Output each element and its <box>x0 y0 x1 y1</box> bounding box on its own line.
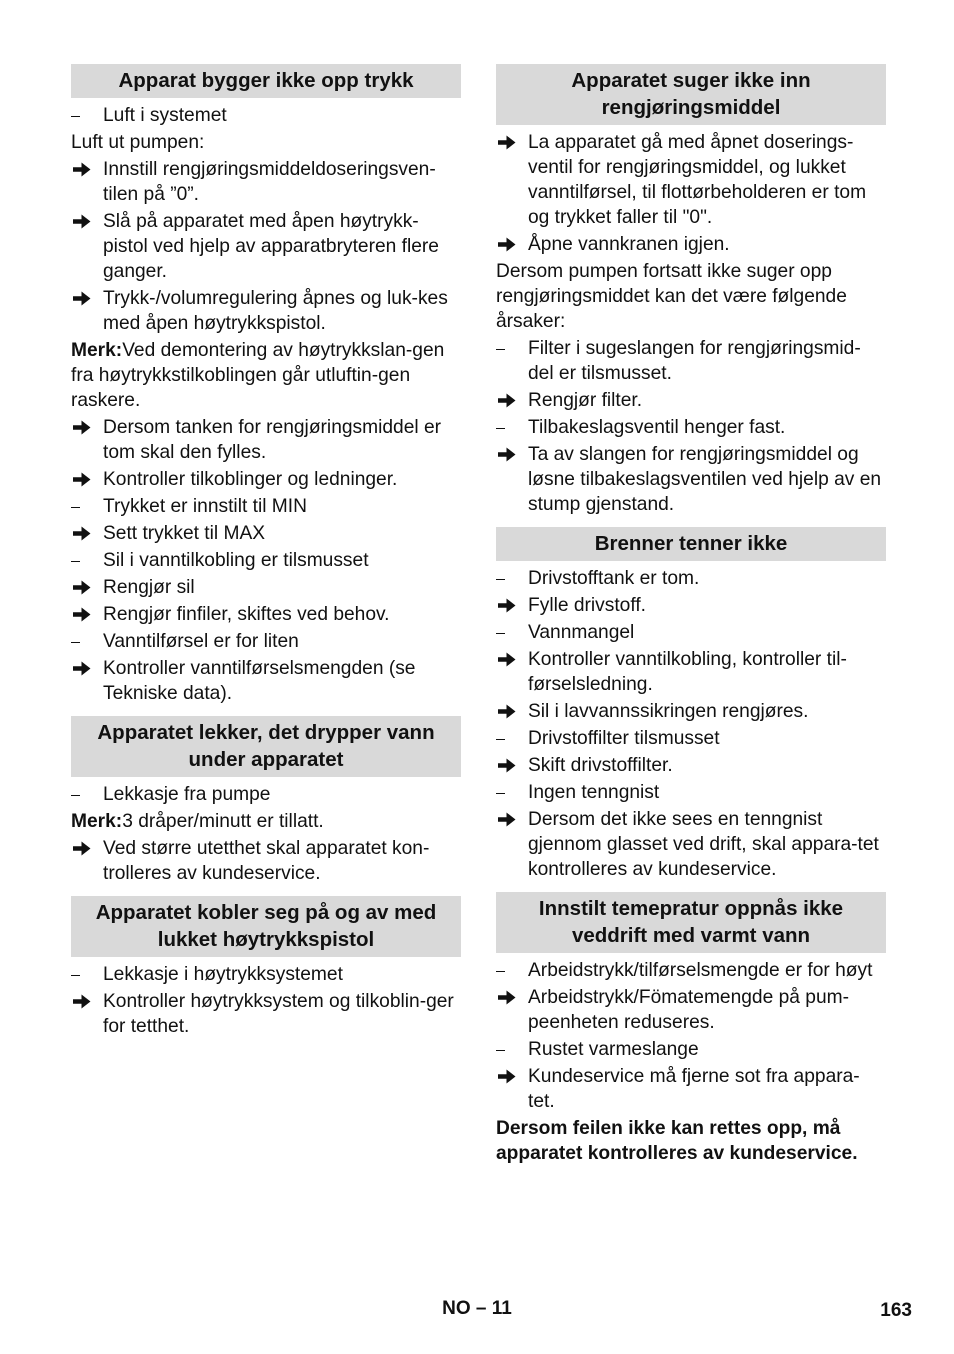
dash-bullet-icon <box>71 962 103 987</box>
arrow-right-icon <box>496 130 528 155</box>
arrow-right-icon <box>71 656 103 681</box>
item-text: Kontroller vanntilførselsmengden (se Tekniske data). <box>103 658 416 704</box>
cause-item <box>496 566 886 591</box>
item-text: Dersom tanken for rengjøringsmiddel er tom skal den fylles. <box>103 417 442 463</box>
arrow-right-icon <box>496 985 528 1010</box>
item-text: Sett trykket til MAX <box>103 523 266 544</box>
action-item <box>71 157 461 207</box>
item-text: Vanntilførsel er for liten <box>103 631 299 652</box>
item-text: Drivstoffilter tilsmusset <box>528 728 720 749</box>
action-item <box>496 807 886 882</box>
cause-item <box>496 780 886 805</box>
item-text: Kundeservice må fjerne sot fra appara-tet. <box>528 1066 860 1112</box>
arrow-right-icon <box>496 442 528 467</box>
closing-notice: Dersom feilen ikke kan rettes opp, må apparatet kontrolleres av kundeservice. <box>496 1118 858 1164</box>
item-text: Filter i sugeslangen for rengjøringsmid-del er tilsmusset. <box>528 338 861 384</box>
action-item <box>496 593 886 618</box>
action-item <box>71 521 461 546</box>
dash-bullet-icon <box>496 780 528 805</box>
cause-item <box>496 958 886 983</box>
item-text: Arbeidstrykk/Fömatemengde på pum-peenheten reduseres. <box>528 987 849 1033</box>
arrow-right-icon <box>496 1064 528 1089</box>
note-label: Merk: <box>71 340 123 361</box>
paragraph: Luft ut pumpen: <box>71 132 205 153</box>
page-number: 163 <box>880 1300 912 1321</box>
item-text: Sil i vanntilkobling er tilsmusset <box>103 550 369 571</box>
action-item <box>496 130 886 230</box>
dash-bullet-icon <box>496 1037 528 1062</box>
action-item <box>496 647 886 697</box>
arrow-right-icon <box>496 232 528 257</box>
action-item <box>496 699 886 724</box>
section-heading: Apparat bygger ikke opp trykk <box>71 64 461 98</box>
section-heading: Apparatet kobler seg på og av med lukket høytrykkspistol <box>71 896 461 957</box>
action-item <box>496 232 886 257</box>
item-text: Lekkasje i høytrykksystemet <box>103 964 343 985</box>
dash-bullet-icon <box>71 103 103 128</box>
action-item <box>71 209 461 284</box>
arrow-right-icon <box>71 602 103 627</box>
item-text: Kontroller tilkoblinger og ledninger. <box>103 469 398 490</box>
action-item <box>496 1064 886 1114</box>
dash-bullet-icon <box>496 336 528 361</box>
note-paragraph <box>71 809 461 834</box>
item-text: Innstill rengjøringsmiddeldoseringsven-tilen på ”0”. <box>103 159 436 205</box>
item-text: Tilbakeslagsventil henger fast. <box>528 417 786 438</box>
item-text: Luft i systemet <box>103 105 227 126</box>
item-text: Åpne vannkranen igjen. <box>528 234 730 255</box>
item-text: Ta av slangen for rengjøringsmiddel og løsne tilbakeslagsventilen ved hjelp av en stump gjenstand. <box>528 444 882 515</box>
arrow-right-icon <box>496 593 528 618</box>
section-body <box>496 130 886 517</box>
dash-bullet-icon <box>496 726 528 751</box>
arrow-right-icon <box>71 521 103 546</box>
cause-item <box>71 782 461 807</box>
section-heading: Apparatet lekker, det drypper vann under apparatet <box>71 716 461 777</box>
cause-item <box>496 1037 886 1062</box>
footer-section-label: NO – 11 <box>442 1298 512 1319</box>
arrow-right-icon <box>71 575 103 600</box>
action-item <box>71 656 461 706</box>
left-column <box>71 64 461 1041</box>
item-text: Drivstofftank er tom. <box>528 568 700 589</box>
item-text: Rengjør finfiler, skiftes ved behov. <box>103 604 390 625</box>
section-heading: Innstilt temepratur oppnås ikke veddrift med varmt vann <box>496 892 886 953</box>
item-text: Kontroller vanntilkobling, kontroller til-førselsledning. <box>528 649 847 695</box>
section-body <box>496 566 886 882</box>
cause-item <box>71 629 461 654</box>
cause-item <box>496 726 886 751</box>
cause-item <box>496 415 886 440</box>
dash-bullet-icon <box>496 620 528 645</box>
dash-bullet-icon <box>496 415 528 440</box>
cause-item <box>71 962 461 987</box>
action-item <box>71 286 461 336</box>
item-text: Dersom det ikke sees en tenngnist gjennom glasset ved drift, skal appara-tet kontrolleres av kundeservice. <box>528 809 879 880</box>
action-item <box>496 442 886 517</box>
note-label: Merk: <box>71 811 123 832</box>
item-text: Slå på apparatet med åpen høytrykk-pistol ved hjelp av apparatbryteren flere ganger. <box>103 211 439 282</box>
item-text: Sil i lavvannssikringen rengjøres. <box>528 701 809 722</box>
dash-bullet-icon <box>496 566 528 591</box>
section-body <box>71 103 461 706</box>
action-item <box>71 467 461 492</box>
dash-bullet-icon <box>71 782 103 807</box>
action-item <box>71 415 461 465</box>
cause-item <box>71 494 461 519</box>
action-item <box>71 836 461 886</box>
section-heading: Brenner tenner ikke <box>496 527 886 561</box>
item-text: Trykk-/volumregulering åpnes og luk-kes med åpen høytrykkspistol. <box>103 288 448 334</box>
arrow-right-icon <box>71 836 103 861</box>
item-text: Vannmangel <box>528 622 635 643</box>
arrow-right-icon <box>496 647 528 672</box>
paragraph: Dersom pumpen fortsatt ikke suger opp rengjøringsmiddet kan det være følgende årsaker: <box>496 261 847 332</box>
cause-item <box>71 103 461 128</box>
arrow-right-icon <box>71 157 103 182</box>
item-text: Skift drivstoffilter. <box>528 755 673 776</box>
right-column <box>496 64 886 1166</box>
item-text: Fylle drivstoff. <box>528 595 647 616</box>
item-text: Kontroller høytrykksystem og tilkoblin-ger for tetthet. <box>103 991 454 1037</box>
arrow-right-icon <box>496 807 528 832</box>
cause-item <box>71 548 461 573</box>
dash-bullet-icon <box>496 958 528 983</box>
section-body <box>71 962 461 1039</box>
arrow-right-icon <box>496 753 528 778</box>
item-text: La apparatet gå med åpnet doserings-ventil for rengjøringsmiddel, og lukket vanntilførsel, til flottørbeholderen er tom og trykket faller til "0". <box>528 132 867 228</box>
item-text: Arbeidstrykk/tilførselsmengde er for høyt <box>528 960 873 981</box>
action-item <box>71 575 461 600</box>
item-text: Ved større utetthet skal apparatet kon-trolleres av kundeservice. <box>103 838 430 884</box>
item-text: Ingen tenngnist <box>528 782 660 803</box>
arrow-right-icon <box>496 699 528 724</box>
section-heading: Apparatet suger ikke inn rengjøringsmiddel <box>496 64 886 125</box>
item-text: Rengjør sil <box>103 577 195 598</box>
item-text: Trykket er innstilt til MIN <box>103 496 307 517</box>
section-body <box>71 782 461 886</box>
dash-bullet-icon <box>71 629 103 654</box>
note-text: 3 dråper/minutt er tillatt. <box>122 811 324 832</box>
action-item <box>496 388 886 413</box>
arrow-right-icon <box>71 467 103 492</box>
cause-item <box>496 620 886 645</box>
dash-bullet-icon <box>71 494 103 519</box>
arrow-right-icon <box>71 286 103 311</box>
note-paragraph <box>71 338 461 413</box>
action-item <box>496 753 886 778</box>
arrow-right-icon <box>71 415 103 440</box>
arrow-right-icon <box>71 209 103 234</box>
arrow-right-icon <box>496 388 528 413</box>
item-text: Rustet varmeslange <box>528 1039 699 1060</box>
note-text: Ved demontering av høytrykkslan-gen fra høytrykkstilkoblingen går utluftin-gen raskere. <box>71 340 445 411</box>
action-item <box>71 989 461 1039</box>
item-text: Lekkasje fra pumpe <box>103 784 271 805</box>
action-item <box>496 985 886 1035</box>
section-body <box>496 958 886 1166</box>
action-item <box>71 602 461 627</box>
dash-bullet-icon <box>71 548 103 573</box>
cause-item <box>496 336 886 386</box>
arrow-right-icon <box>71 989 103 1014</box>
item-text: Rengjør filter. <box>528 390 643 411</box>
